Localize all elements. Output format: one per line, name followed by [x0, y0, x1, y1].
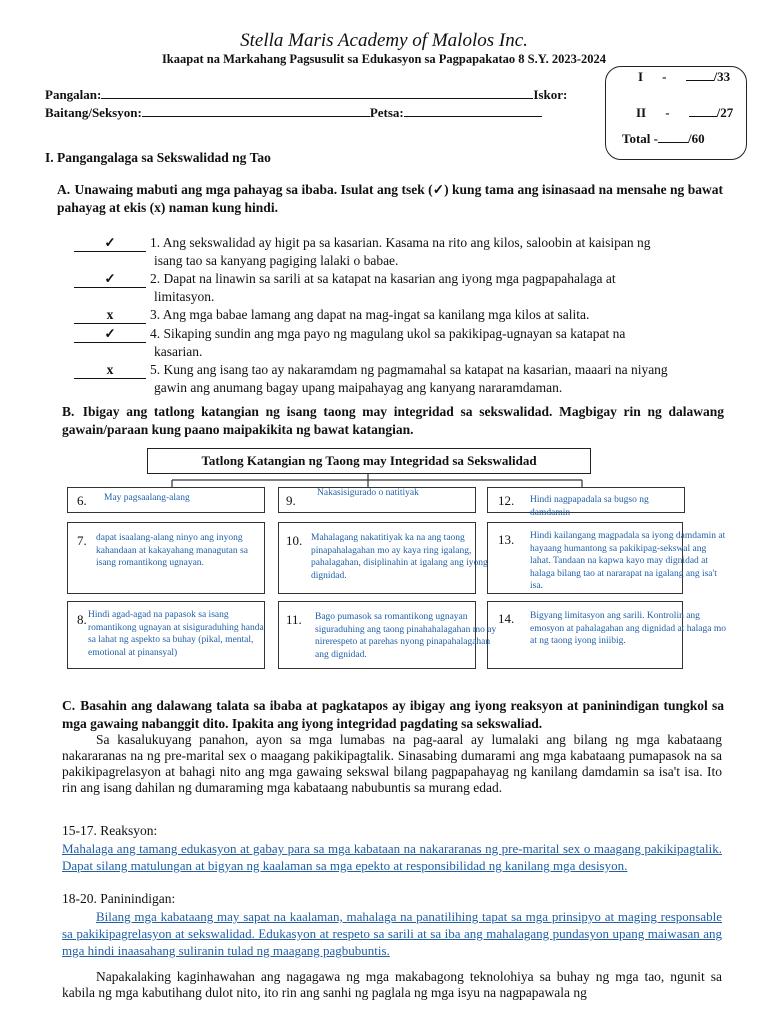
way-box-7 — [67, 522, 265, 594]
way-number: 14. — [498, 611, 515, 626]
score-label: Iskor: — [533, 87, 568, 102]
part-c-text: Basahin ang dalawang talata sa ibaba at pagkatapos ay ibigay ang iyong reaksyon at paninindigan tungkol sa mga gawaing nabanggit dito. Ipakita ang iyong integridad pagdating sa sekswaliad. — [62, 698, 725, 731]
answer-blank[interactable]: ✓ — [70, 325, 150, 343]
way-box-11 — [278, 601, 497, 669]
score-part2-total: /27 — [716, 105, 734, 120]
way-number: 13. — [498, 532, 515, 547]
trait-answer: Nakasisigurado o natitiyak — [317, 488, 419, 498]
way-box-14 — [487, 601, 727, 669]
trait-number: 12. — [498, 493, 515, 508]
way-answer: Hindi kailangang magpadala sa iyong damdamin at hayaang humantong sa pakikipag-sekswal ang lahat. Tandaan na kapwa kayo may dignidad at halaga bilang tao at nararapat na igalang ang isa't isa. — [530, 531, 726, 591]
answer-blank[interactable]: x — [70, 306, 150, 324]
part-c-instruction — [62, 697, 724, 733]
diagram-connectors — [0, 0, 768, 500]
reaction-answer[interactable]: Mahalaga ang tamang edukasyon at gabay para sa mga kabataan na nakararanas ng pre-marital sex o maagang pakikipagtalik. Dapat silang matulungan at bigyan ng kaalaman sa mga epekto at responsibilidad ng kanilang mga desisyon. — [62, 841, 722, 873]
name-label: Pangalan: — [45, 87, 102, 102]
way-answer: Mahalagang nakatitiyak ka na ang taong pinapahalagahan mo ay kaya ring igalang, pahalagahan, disiplinahin at igalang ang iyong dignidad. — [311, 533, 488, 581]
score-part1-label: I — [638, 69, 644, 84]
trait-number: 9. — [286, 493, 296, 508]
item-text: 1. Ang sekswalidad ay higit pa sa kasarian. Kasama na rito ang kilos, saloobin at kaisipan ng — [150, 235, 651, 250]
part-a-letter: A. — [57, 182, 71, 197]
answer-blank[interactable]: ✓ — [70, 234, 150, 252]
item-text: 5. Kung ang isang tao ay nakaramdam ng pagmamahal sa katapat na kasarian, maaari na niyang — [150, 362, 668, 377]
paragraph-2: Napakalaking kaginhawahan ang nagagawa ng mga makabagong teknolohiya sa buhay ng mga tao, ngunit sa kabila ng mga kabutihang dulot nito, ito rin ang sanhi ng paglala ng mga isyu na nagpapawala ng — [62, 969, 722, 1000]
part-c-letter: C. — [62, 698, 76, 713]
way-number: 7. — [77, 533, 87, 548]
section-1-title: I. Pangangalaga sa Sekswalidad ng Tao — [45, 150, 271, 165]
item-text: 3. Ang mga babae lamang ang dapat na mag-ingat sa kanilang mga kilos at salita. — [150, 307, 590, 322]
stand-label: 18-20. Paninindigan: — [62, 891, 176, 906]
score-dash: - — [665, 105, 670, 120]
part-b-text: Ibigay ang tatlong katangian ng isang taong may integridad sa sekswalidad. Magbigay rin ng dalawang gawain/paraan kung paano maipakikita ng bawat katangian. — [62, 404, 724, 437]
way-box-10 — [278, 522, 488, 594]
diagram-title: Tatlong Katangian ng Taong may Integridad sa Sekswalidad — [147, 448, 591, 474]
stand-answer[interactable]: Bilang mga kabataang may sapat na kaalaman, mahalaga na panatilihing tapat sa mga prinsipyo at maging responsable sa pakikipagrelasyon at sekswalidad. Edukasyon at respeto sa sarili at sa iba ang mahalagang pundasyon upang maiwasan ang mga hindi inaasahang suliranin tulad ng maagang pagbubuntis. — [62, 909, 722, 958]
way-number: 8. — [77, 612, 87, 627]
score-part2-label: II — [636, 105, 647, 120]
score-part1-total: /33 — [713, 69, 731, 84]
item-text-cont: limitasyon. — [154, 289, 215, 304]
answer-blank[interactable]: ✓ — [70, 270, 150, 288]
way-answer: Hindi agad-agad na papasok sa isang romantikong ugnayan at sisiguraduhing handa sa lahat ng aspekto sa buhay (pikal, mental, emotional at pinansyal) — [88, 610, 264, 658]
exam-title: Ikaapat na Markahang Pagsusulit sa Edukasyon sa Pagpapakatao 8 S.Y. 2023-2024 — [161, 52, 607, 66]
date-label: Petsa: — [369, 105, 404, 120]
grade-label: Baitang/Seksyon: — [45, 105, 142, 120]
way-box-13 — [487, 522, 726, 594]
score-total-value: /60 — [688, 131, 705, 146]
trait-number: 6. — [77, 493, 87, 508]
part-b-letter: B. — [62, 404, 75, 419]
score-dash: - — [662, 69, 667, 84]
way-number: 10. — [286, 533, 303, 548]
way-answer: Bigyang limitasyon ang sarili. Kontrolin ang emosyon at pahalagahan ang dignidad at halaga mo at ng taong iyong iniibig. — [530, 611, 727, 646]
school-name: Stella Maris Academy of Malolos Inc. — [240, 30, 528, 51]
item-text-cont: gawin ang anumang bagay upang maipahayag ang kanyang nararamdaman. — [154, 380, 563, 395]
answer-blank[interactable]: x — [70, 361, 150, 379]
item-text: 2. Dapat na linawin sa sarili at sa katapat na kasarian ang iyong mga pagpapahalaga at — [150, 271, 616, 286]
way-number: 11. — [286, 612, 302, 627]
score-total-label: Total - — [622, 131, 658, 146]
trait-box-9 — [278, 487, 476, 513]
trait-answer: Hindi nagpapadala sa bugso ng damdamin — [530, 495, 649, 518]
item-text-cont: isang tao sa kanyang pagiging lalaki o babae. — [154, 253, 399, 268]
paragraph-1: Sa kasalukuyang panahon, ayon sa mga lumabas na pag-aaral ay lumalaki ang bilang ng mga kabataang nakararanas na ng pre-marital sex o maagang pakikipagtalik. Sinasabing dumarami ang mga kabataang pumapasok na sa pakikipagrelasyon at bahagi nito ang mga gawaing sekswal bilang pagpapahayag ng kanilang damdamin sa isa't isa. Ito rin ang isang dahilan ng dumaraming mga kabataang nabubuntis sa murang edad. — [62, 732, 722, 795]
part-a-text: Unawaing mabuti ang mga pahayag sa ibaba. Isulat ang tsek (✓) kung tama ang isinasaad na mensahe ng bawat pahayag at ekis (x) naman kung hindi. — [57, 182, 724, 215]
trait-box-12 — [487, 487, 685, 518]
trait-box-1 — [67, 487, 265, 513]
item-text-cont: kasarian. — [154, 344, 203, 359]
trait-answer: May pagsaalang-alang — [104, 493, 190, 503]
item-text: 4. Sikaping sundin ang mga payo ng magulang ukol sa pakikipag-ugnayan sa katapat na — [150, 326, 626, 341]
way-box-8 — [67, 601, 265, 669]
way-answer: dapat isaalang-alang ninyo ang inyong kahandaan at kakayahang managutan sa isang romantikong ugnayan. — [96, 533, 248, 568]
reaction-label: 15-17. Reaksyon: — [62, 823, 158, 838]
way-answer: Bago pumasok sa romantikong ugnayan siguraduhing ang taong pinahahalagahan mo ay nirerespeto at parehas nyong pinapahalagahan ang dignidad. — [315, 612, 497, 660]
